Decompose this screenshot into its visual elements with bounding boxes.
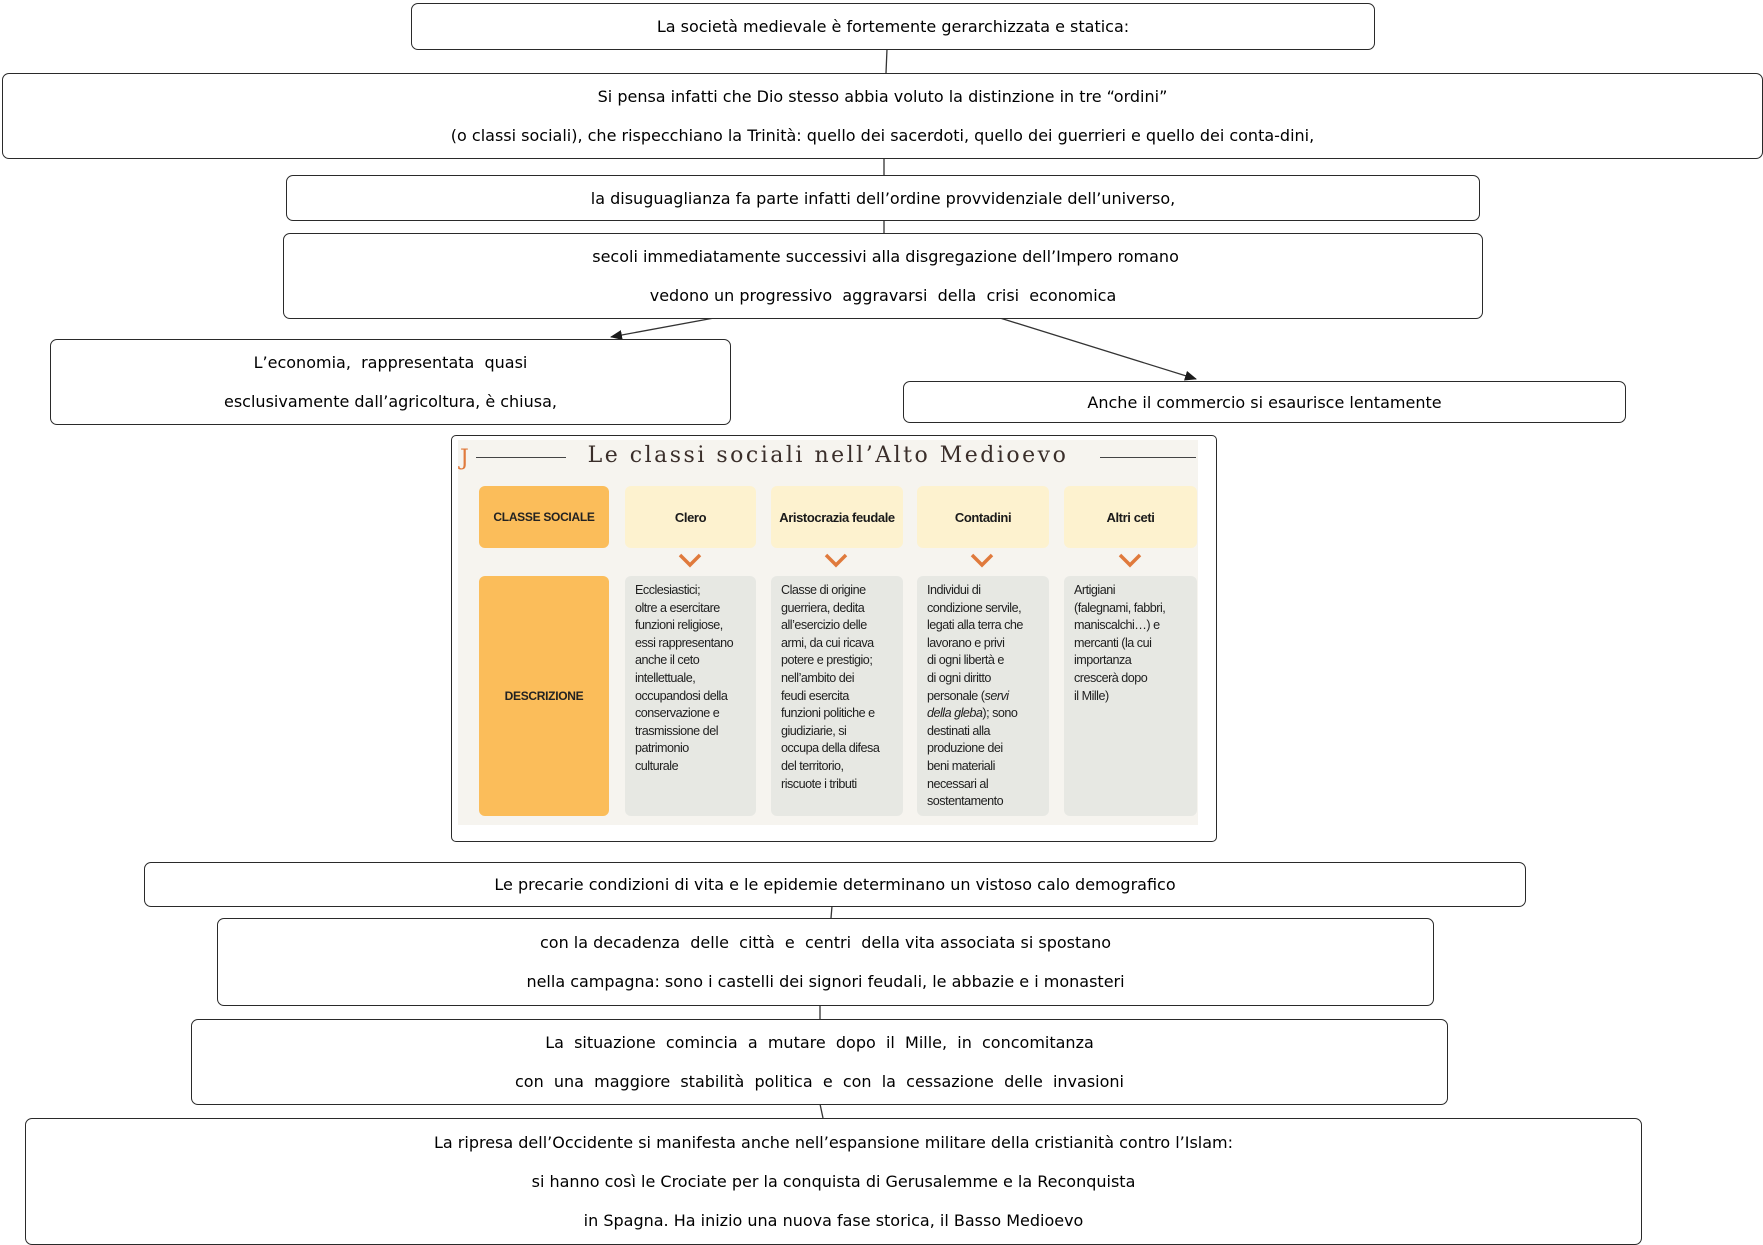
description-aristocrazia: Classe di origine guerriera, dedita all’esercizio delle armi, da cui ricava potere e prestigio; nell’ambito dei feudi esercita funzioni politiche e giudiziarie, si occupa della difesa del territorio, riscuote i tributi bbox=[771, 576, 903, 816]
chevron-down-icon bbox=[823, 552, 849, 570]
link-n9-n10 bbox=[820, 1104, 823, 1118]
row-header-classe-sociale: CLASSE SOCIALE bbox=[479, 486, 609, 548]
node-text-line: Si pensa infatti che Dio stesso abbia voluto la distinzione in tre “ordini” bbox=[597, 87, 1168, 106]
node-tre-ordini[interactable] bbox=[2, 73, 1763, 159]
node-text-line: esclusivamente dall’agricoltura, è chiusa, bbox=[224, 392, 557, 411]
node-economia-chiusa[interactable] bbox=[50, 339, 731, 425]
node-text-line: in Spagna. Ha inizio una nuova fase storica, il Basso Medioevo bbox=[583, 1211, 1084, 1230]
chevron-down-icon bbox=[1117, 552, 1143, 570]
description-altri-ceti: Artigiani (falegnami, fabbri, maniscalchi…) e mercanti (la cui importanza crescerà dopo il Mille) bbox=[1064, 576, 1197, 816]
node-disuguaglianza[interactable] bbox=[286, 175, 1480, 221]
link-n7-n8 bbox=[831, 906, 832, 918]
chevron-down-icon bbox=[969, 552, 995, 570]
node-commercio[interactable] bbox=[903, 381, 1626, 423]
node-text-line: secoli immediatamente successivi alla disgregazione dell’Impero romano bbox=[587, 247, 1179, 266]
chevron-down-icon bbox=[677, 552, 703, 570]
node-text-line: La ripresa dell’Occidente si manifesta anche nell’espansione militare della cristianità contro l’Islam: bbox=[433, 1133, 1234, 1152]
node-text: la disuguaglianza fa parte infatti dell’ordine provvidenziale dell’universo, bbox=[590, 188, 1176, 208]
link-n4-n6 bbox=[1000, 318, 1196, 379]
node-text-line: vedono un progressivo aggravarsi della crisi economica bbox=[649, 286, 1117, 305]
node-text: La società medievale è fortemente gerarchizzata e statica: bbox=[656, 17, 1130, 36]
bookmark-icon: J bbox=[460, 446, 469, 471]
node-text: Anche il commercio si esaurisce lentamente bbox=[1087, 392, 1442, 412]
table-title: Le classi sociali nell’Alto Medioevo bbox=[587, 443, 1069, 468]
column-header-aristocrazia: Aristocrazia feudale bbox=[771, 486, 903, 548]
column-header-clero: Clero bbox=[625, 486, 756, 548]
node-decadenza-citta[interactable] bbox=[217, 918, 1434, 1006]
node-text-line: L’economia, rappresentata quasi bbox=[253, 353, 528, 372]
column-header-contadini: Contadini bbox=[917, 486, 1049, 548]
node-societa-gerarchizzata[interactable] bbox=[411, 3, 1375, 50]
row-header-descrizione: DESCRIZIONE bbox=[479, 576, 609, 816]
node-text-line: nella campagna: sono i castelli dei signori feudali, le abbazie e i monasteri bbox=[526, 972, 1125, 991]
node-ripresa-occidente[interactable] bbox=[25, 1118, 1642, 1245]
table-background bbox=[458, 440, 1198, 825]
node-text-line: La situazione comincia a mutare dopo il Mille, in concomitanza bbox=[545, 1033, 1094, 1052]
column-header-altri-ceti: Altri ceti bbox=[1064, 486, 1197, 548]
node-text-line: con la decadenza delle città e centri della vita associata si spostano bbox=[539, 933, 1112, 952]
description-contadini: Individui di condizione servile, legati alla terra che lavorano e privi di ogni libertà e di ogni diritto personale (servi della gleba); sono destinati alla produzione dei beni materiali necessari al sostentamento bbox=[917, 576, 1049, 816]
node-text: Le precarie condizioni di vita e le epidemie determinano un vistoso calo demografico bbox=[494, 875, 1176, 894]
node-text-line: si hanno così le Crociate per la conquista di Gerusalemme e la Reconquista bbox=[531, 1172, 1136, 1191]
node-dopo-il-mille[interactable] bbox=[191, 1019, 1448, 1105]
link-n1-n2 bbox=[886, 49, 887, 73]
link-n4-n5 bbox=[611, 318, 714, 337]
node-text-line: (o classi sociali), che rispecchiano la Trinità: quello dei sacerdoti, quello dei guerrieri e quello dei conta-dini, bbox=[450, 126, 1315, 145]
node-text-line: con una maggiore stabilità politica e con la cessazione delle invasioni bbox=[515, 1072, 1124, 1091]
description-clero: Ecclesiastici; oltre a esercitare funzioni religiose, essi rappresentano anche il ceto intellettuale, occupandosi della conservazione e trasmissione del patrimonio culturale bbox=[625, 576, 756, 816]
classi-sociali-table[interactable] bbox=[451, 435, 1217, 842]
node-calo-demografico[interactable] bbox=[144, 862, 1526, 907]
node-crisi-economica[interactable] bbox=[283, 233, 1483, 319]
